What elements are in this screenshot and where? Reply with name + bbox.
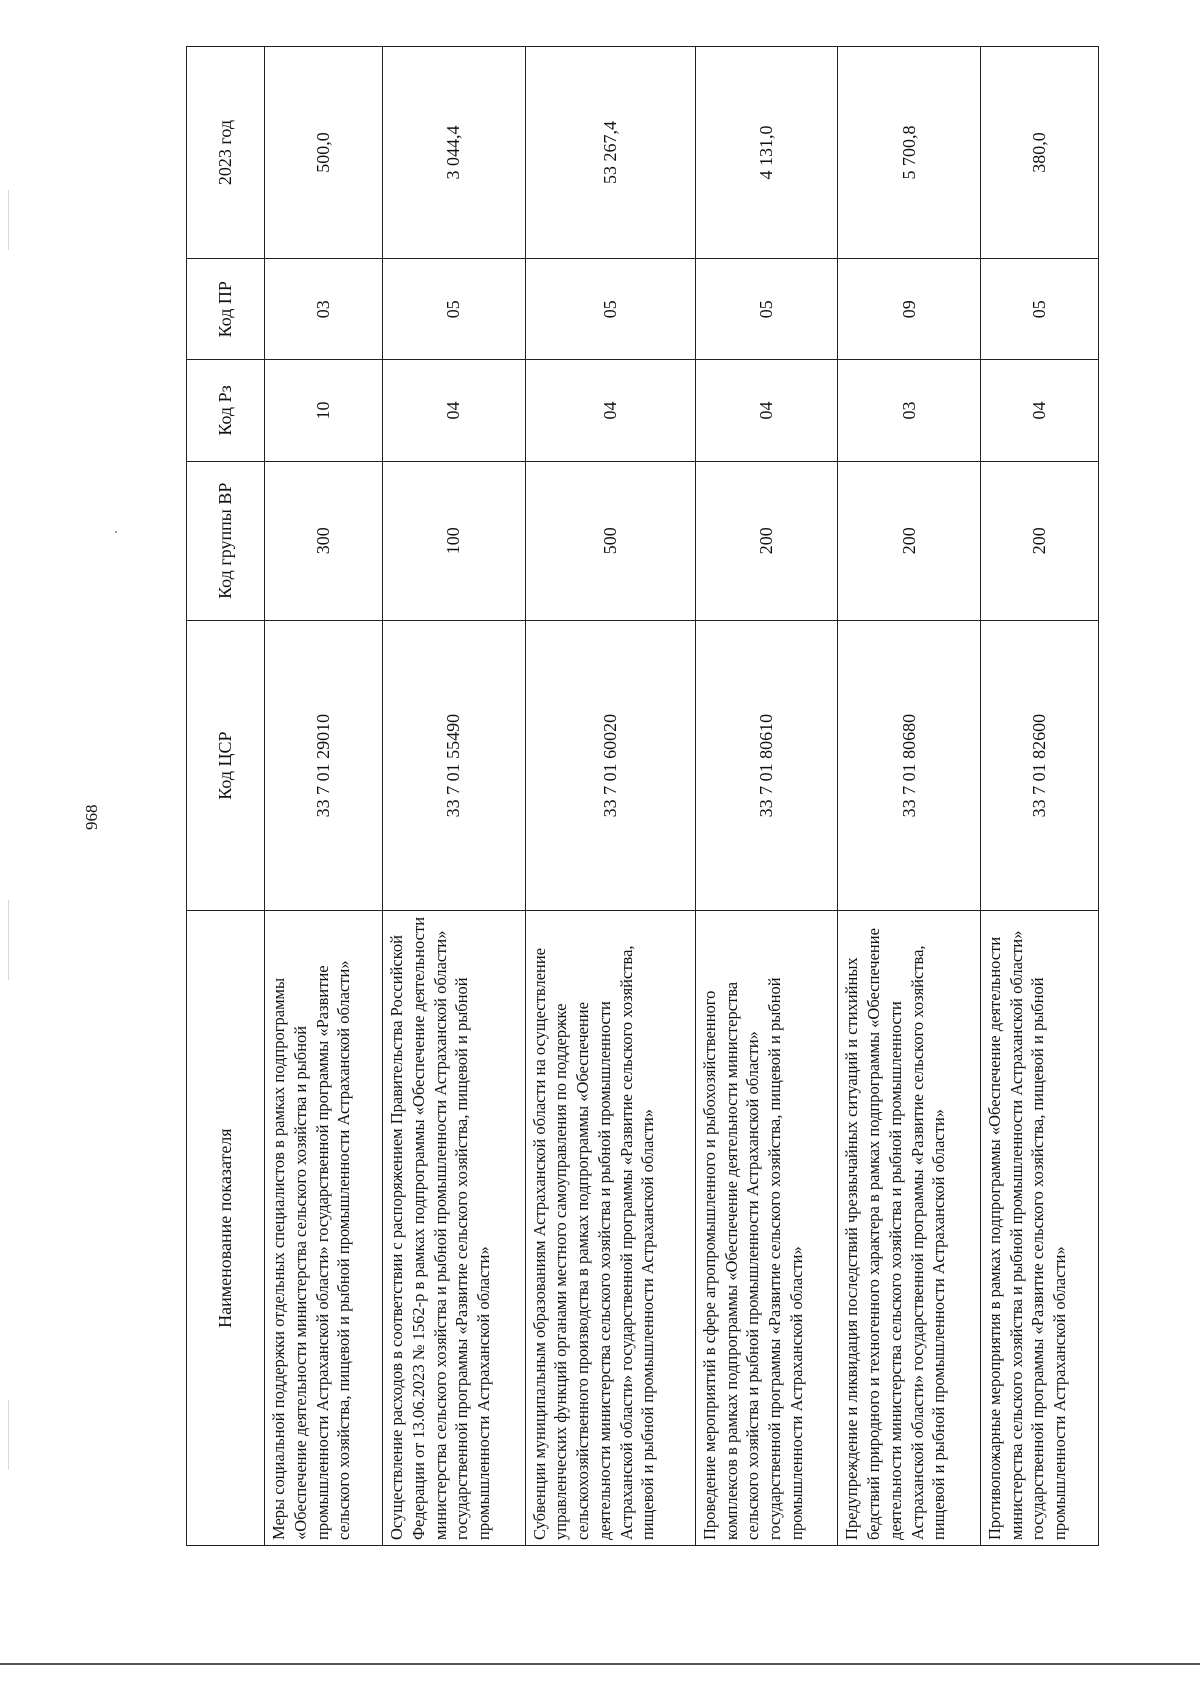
row-pr: 05 [695, 259, 838, 360]
table-row [383, 47, 526, 1546]
budget-table [186, 46, 1099, 1546]
row-name: Проведение мероприятий в сфере агропромышленного и рыбохозяйственного комплексов в рамках подпрограммы «Обеспечение деятельности министерства сельского хозяйства и рыбной промышленности Астраханской области» государственной программы «Развитие сельского хозяйства, пищевой и рыбной промышленности Астраханской области» [695, 911, 838, 1546]
header-pr: Код ПР [187, 259, 265, 360]
scan-dot [115, 531, 117, 533]
row-csr: 33 7 01 80680 [838, 620, 981, 910]
row-csr: 33 7 01 55490 [383, 620, 526, 910]
row-rz: 10 [265, 360, 383, 461]
row-name: Субвенции муниципальным образованиям Астраханской области на осуществление управленческих функций органами местного самоуправления по поддержке сельскохозяйственного производства в рамках подпрограммы «Обеспечение деятельности министерства сельского хозяйства и рыбной промышленности Астраханской области» государственной программы «Развитие сельского хозяйства, пищевой и рыбной промышленности Астраханской области» [525, 911, 695, 1546]
row-name: Осуществление расходов в соответствии с распоряжением Правительства Российской Федерации от 13.06.2023 № 1562-р в рамках подпрограммы «Обеспечение деятельности министерства сельского хозяйства и рыбной промышленности Астраханской области» государственной программы «Развитие сельского хозяйства, пищевой и рыбной промышленности Астраханской области» [383, 911, 526, 1546]
row-name: Меры социальной поддержки отдельных специалистов в рамках подпрограммы «Обеспечение деятельности министерства сельского хозяйства и рыбной промышленности Астраханской области» государственной программы «Развитие сельского хозяйства, пищевой и рыбной промышленности Астраханской области» [265, 911, 383, 1546]
budget-table-rotated [186, 46, 1099, 1546]
row-rz: 04 [695, 360, 838, 461]
row-rz: 03 [838, 360, 981, 461]
row-name: Предупреждение и ликвидация последствий чрезвычайных ситуаций и стихийных бедствий природного и техногенного характера в рамках подпрограммы «Обеспечение деятельности министерства сельского хозяйства и рыбной промышленности Астраханской области» государственной программы «Развитие сельского хозяйства, пищевой и рыбной промышленности Астраханской области» [838, 911, 981, 1546]
table-row [265, 47, 383, 1546]
header-year: 2023 год [187, 47, 265, 259]
row-value: 3 044,4 [383, 47, 526, 259]
row-pr: 05 [980, 259, 1098, 360]
row-value: 53 267,4 [525, 47, 695, 259]
row-value: 380,0 [980, 47, 1098, 259]
row-csr: 33 7 01 80610 [695, 620, 838, 910]
scan-speck [8, 190, 9, 250]
row-rz: 04 [383, 360, 526, 461]
row-rz: 04 [980, 360, 1098, 461]
scan-speck [8, 1400, 9, 1470]
table-row [980, 47, 1098, 1546]
row-vr: 100 [383, 461, 526, 620]
row-csr: 33 7 01 29010 [265, 620, 383, 910]
row-vr: 200 [980, 461, 1098, 620]
row-name: Противопожарные мероприятия в рамках подпрограммы «Обеспечение деятельности министерства сельского хозяйства и рыбной промышленности Астраханской области» государственной программы «Развитие сельского хозяйства, пищевой и рыбной промышленности Астраханской области» [980, 911, 1098, 1546]
scan-edge-line [0, 1663, 1200, 1665]
row-pr: 03 [265, 259, 383, 360]
row-value: 5 700,8 [838, 47, 981, 259]
header-csr: Код ЦСР [187, 620, 265, 910]
table-row [838, 47, 981, 1546]
row-csr: 33 7 01 82600 [980, 620, 1098, 910]
table-header-row [187, 47, 265, 1546]
page-number: 968 [82, 804, 101, 830]
row-pr: 05 [383, 259, 526, 360]
row-vr: 200 [838, 461, 981, 620]
row-value: 500,0 [265, 47, 383, 259]
table-row [695, 47, 838, 1546]
row-vr: 500 [525, 461, 695, 620]
header-rz: Код Рз [187, 360, 265, 461]
header-vr: Код группы ВР [187, 461, 265, 620]
header-name: Наименование показателя [187, 911, 265, 1546]
row-pr: 09 [838, 259, 981, 360]
row-vr: 200 [695, 461, 838, 620]
row-pr: 05 [525, 259, 695, 360]
row-value: 4 131,0 [695, 47, 838, 259]
scan-speck [8, 900, 9, 980]
row-csr: 33 7 01 60020 [525, 620, 695, 910]
row-vr: 300 [265, 461, 383, 620]
row-rz: 04 [525, 360, 695, 461]
table-row [525, 47, 695, 1546]
